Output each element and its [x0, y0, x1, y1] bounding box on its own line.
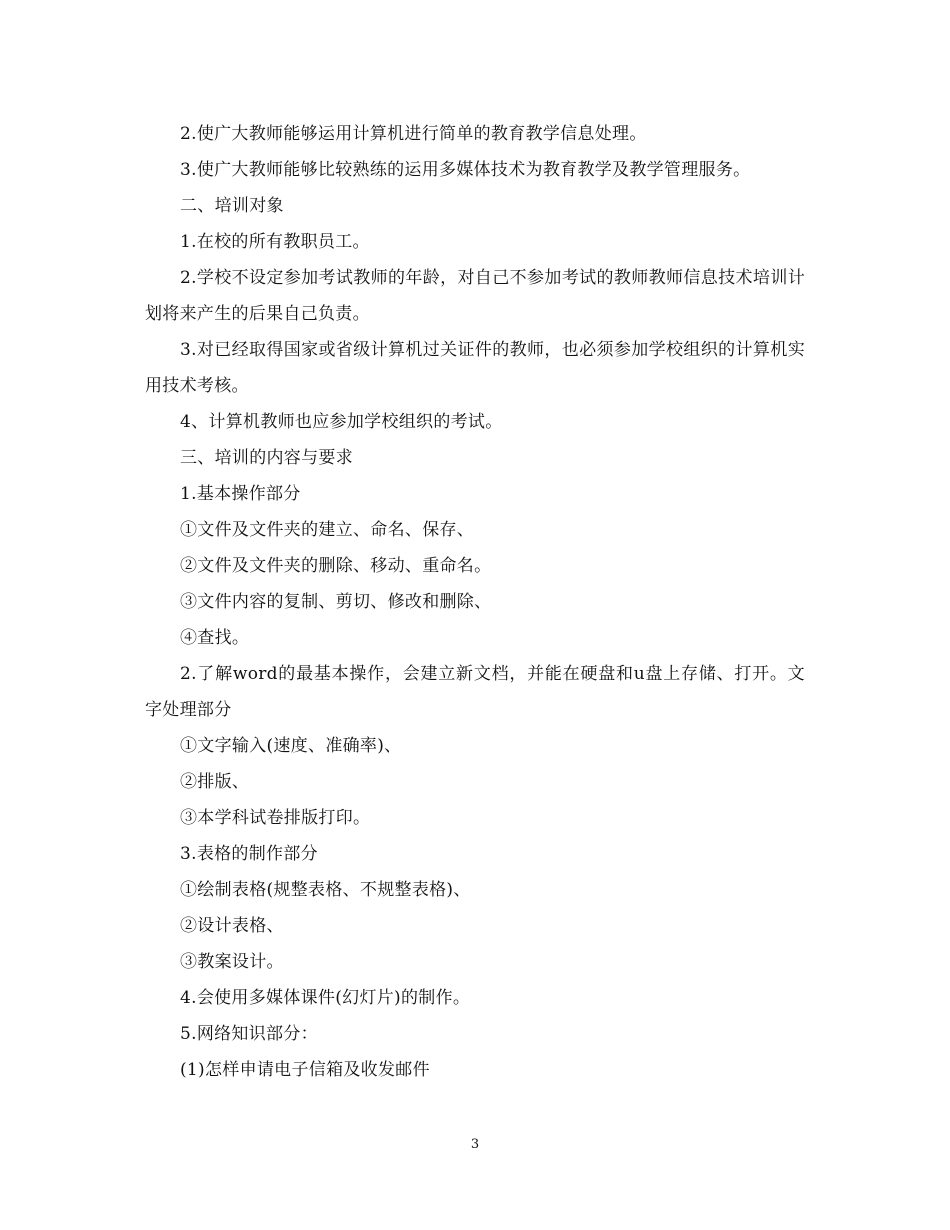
paragraph: 2.学校不设定参加考试教师的年龄，对自己不参加考试的教师教师信息技术培训计划将来产生的后果自己负责。 — [145, 268, 805, 324]
paragraph: 3.表格的制作部分 — [180, 844, 318, 864]
paragraph: 2.了解word的最基本操作，会建立新文档，并能在硬盘和u盘上存储、打开。文字处理部分 — [145, 664, 805, 720]
section-heading: 二、培训对象 — [180, 196, 284, 216]
section-heading: 三、培训的内容与要求 — [180, 448, 353, 468]
paragraph: 1.基本操作部分 — [180, 484, 301, 504]
paragraph: 3.对已经取得国家或省级计算机过关证件的教师，也必须参加学校组织的计算机实用技术考核。 — [145, 340, 805, 396]
list-item: ①文字输入(速度、准确率)、 — [180, 736, 402, 756]
paragraph: 2.使广大教师能够运用计算机进行简单的教育教学信息处理。 — [180, 124, 647, 144]
paragraph: 4、计算机教师也应参加学校组织的考试。 — [180, 412, 503, 432]
paragraph: 4.会使用多媒体课件(幻灯片)的制作。 — [180, 988, 471, 1008]
list-item: ②文件及文件夹的删除、移动、重命名。 — [180, 556, 492, 576]
document-body — [145, 116, 805, 1088]
paragraph: 3.使广大教师能够比较熟练的运用多媒体技术为教育教学及教学管理服务。 — [180, 160, 751, 180]
list-item: ②设计表格、 — [180, 916, 284, 936]
paragraph: 1.在校的所有教职员工。 — [180, 232, 370, 252]
list-item: ①文件及文件夹的建立、命名、保存、 — [180, 520, 475, 540]
list-item: ③本学科试卷排版打印。 — [180, 808, 371, 828]
list-item: ①绘制表格(规整表格、不规整表格)、 — [180, 880, 471, 900]
list-item: ④查找。 — [180, 628, 250, 648]
paragraph: 5.网络知识部分： — [180, 1024, 318, 1044]
page-number: 3 — [470, 1137, 480, 1152]
list-item: ③文件内容的复制、剪切、修改和删除、 — [180, 592, 492, 612]
list-item: ②排版、 — [180, 772, 250, 792]
list-item: ③教案设计。 — [180, 952, 284, 972]
list-item: (1)怎样申请电子信箱及收发邮件 — [180, 1060, 430, 1080]
